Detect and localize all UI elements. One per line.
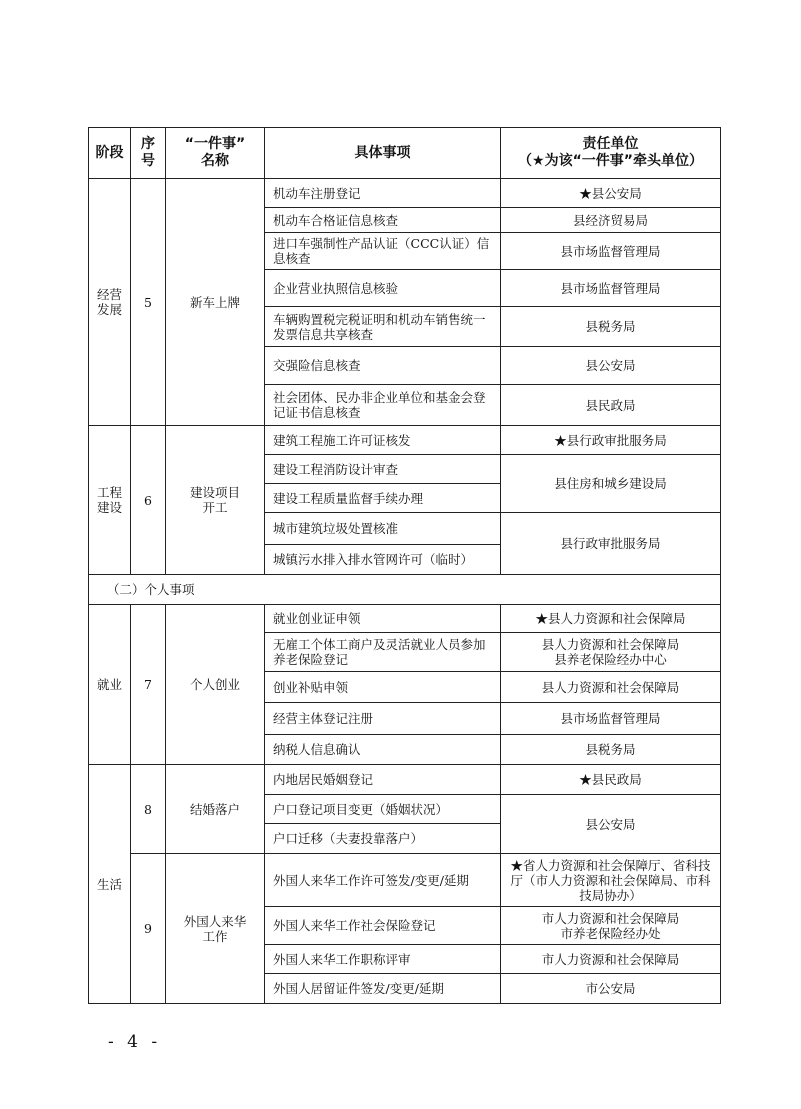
- table-row: [89, 179, 721, 208]
- item-cell: 企业营业执照信息核验: [265, 270, 501, 307]
- item-cell: 城镇污水排入排水管网许可（临时）: [265, 545, 501, 575]
- table-header-row: [89, 128, 721, 179]
- unit-cell: 县民政局: [501, 385, 721, 426]
- unit-cell: 县人力资源和社会保障局: [501, 672, 721, 703]
- header-responsible: 责任单位 （★为该“一件事”牵头单位）: [501, 128, 721, 179]
- seq-cell: 9: [131, 854, 166, 1004]
- stage-cell: 生活: [89, 765, 131, 1004]
- item-cell: 建设工程消防设计审查: [265, 455, 501, 484]
- unit-cell: ★县民政局: [501, 765, 721, 795]
- header-name: “一件事” 名称: [166, 128, 265, 179]
- seq-cell: 7: [131, 605, 166, 765]
- seq-cell: 8: [131, 765, 166, 854]
- item-cell: 纳税人信息确认: [265, 735, 501, 765]
- unit-cell: 县税务局: [501, 307, 721, 347]
- table-row: [89, 605, 721, 633]
- item-cell: 城市建筑垃圾处置核准: [265, 513, 501, 545]
- matters-table: [88, 127, 721, 1004]
- item-cell: 建筑工程施工许可证核发: [265, 426, 501, 455]
- item-cell: 户口迁移（夫妻投靠落户）: [265, 824, 501, 854]
- unit-cell: 市人力资源和社会保障局 市养老保险经办处: [501, 907, 721, 945]
- item-cell: 内地居民婚姻登记: [265, 765, 501, 795]
- stage-cell: 工程 建设: [89, 426, 131, 575]
- header-seq: 序 号: [131, 128, 166, 179]
- unit-cell: 县公安局: [501, 795, 721, 854]
- item-cell: 社会团体、民办非企业单位和基金会登记证书信息核查: [265, 385, 501, 426]
- matter-name-cell: 结婚落户: [166, 765, 265, 854]
- unit-cell: 县住房和城乡建设局: [501, 455, 721, 513]
- item-cell: 就业创业证申领: [265, 605, 501, 633]
- unit-cell: ★县公安局: [501, 179, 721, 208]
- page-number: - 4 -: [108, 1032, 162, 1052]
- section-title: （二）个人事项: [89, 575, 721, 605]
- item-cell: 交强险信息核查: [265, 347, 501, 385]
- item-cell: 机动车合格证信息核查: [265, 208, 501, 233]
- stage-cell: 就业: [89, 605, 131, 765]
- item-cell: 无雇工个体工商户及灵活就业人员参加养老保险登记: [265, 633, 501, 672]
- table-row: [89, 765, 721, 795]
- unit-cell: 县经济贸易局: [501, 208, 721, 233]
- item-cell: 外国人居留证件签发/变更/延期: [265, 974, 501, 1004]
- item-cell: 建设工程质量监督手续办理: [265, 484, 501, 513]
- matter-name-cell: 建设项目 开工: [166, 426, 265, 575]
- seq-cell: 5: [131, 179, 166, 426]
- header-item: 具体事项: [265, 128, 501, 179]
- item-cell: 创业补贴申领: [265, 672, 501, 703]
- matter-name-cell: 新车上牌: [166, 179, 265, 426]
- section-row: [89, 575, 721, 605]
- item-cell: 经营主体登记注册: [265, 703, 501, 735]
- unit-cell: 县人力资源和社会保障局 县养老保险经办中心: [501, 633, 721, 672]
- unit-cell: 县行政审批服务局: [501, 513, 721, 575]
- unit-cell: 县市场监督管理局: [501, 270, 721, 307]
- stage-cell: 经营 发展: [89, 179, 131, 426]
- item-cell: 机动车注册登记: [265, 179, 501, 208]
- matter-name-cell: 外国人来华 工作: [166, 854, 265, 1004]
- unit-cell: 县市场监督管理局: [501, 233, 721, 270]
- seq-cell: 6: [131, 426, 166, 575]
- item-cell: 外国人来华工作职称评审: [265, 945, 501, 974]
- table-row: [89, 426, 721, 455]
- unit-cell: ★县行政审批服务局: [501, 426, 721, 455]
- unit-cell: ★县人力资源和社会保障局: [501, 605, 721, 633]
- item-cell: 车辆购置税完税证明和机动车销售统一发票信息共享核查: [265, 307, 501, 347]
- item-cell: 外国人来华工作社会保险登记: [265, 907, 501, 945]
- unit-cell: 市人力资源和社会保障局: [501, 945, 721, 974]
- matter-name-cell: 个人创业: [166, 605, 265, 765]
- item-cell: 进口车强制性产品认证（CCC认证）信息核查: [265, 233, 501, 270]
- table-row: [89, 854, 721, 907]
- unit-cell: 市公安局: [501, 974, 721, 1004]
- unit-cell: 县税务局: [501, 735, 721, 765]
- unit-cell: ★省人力资源和社会保障厅、省科技厅（市人力资源和社会保障局、市科技局协办）: [501, 854, 721, 907]
- unit-cell: 县公安局: [501, 347, 721, 385]
- unit-cell: 县市场监督管理局: [501, 703, 721, 735]
- item-cell: 外国人来华工作许可签发/变更/延期: [265, 854, 501, 907]
- header-stage: 阶段: [89, 128, 131, 179]
- item-cell: 户口登记项目变更（婚姻状况）: [265, 795, 501, 824]
